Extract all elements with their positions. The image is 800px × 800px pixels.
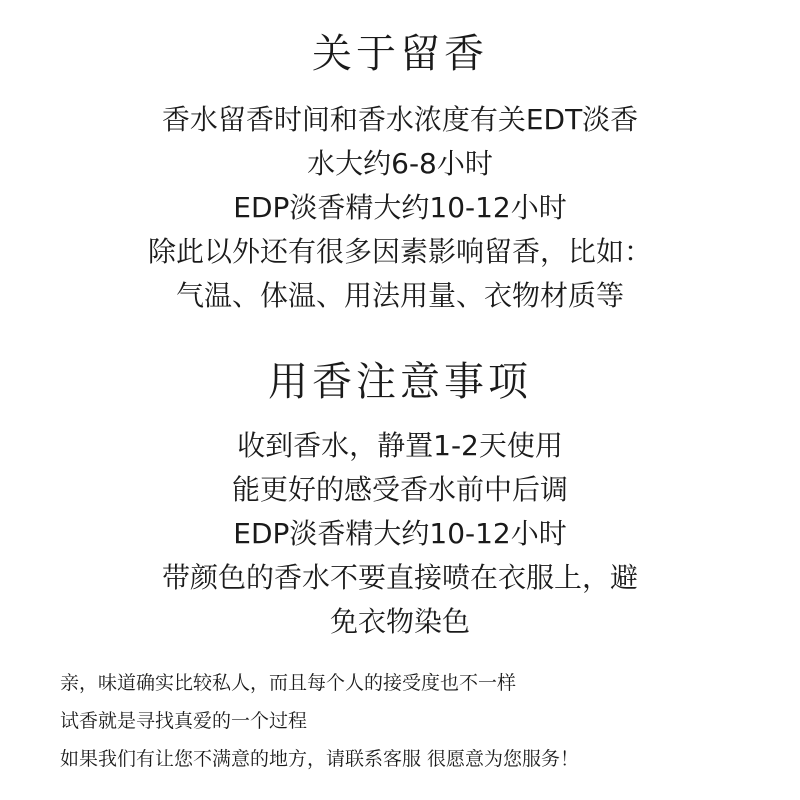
footer-message bbox=[60, 664, 579, 778]
usage-notes-text bbox=[0, 424, 800, 644]
about-line: 气温、体温、用法用量、衣物材质等 bbox=[175, 279, 624, 312]
footer-line: 试香就是寻找真爱的一个过程 bbox=[60, 710, 308, 732]
footer-line: 亲，味道确实比较私人，而且每个人的接受度也不一样 bbox=[60, 672, 517, 694]
usage-note-line: 能更好的感受香水前中后调 bbox=[231, 473, 568, 506]
about-section bbox=[0, 32, 800, 318]
usage-notes-heading: 用香注意事项 bbox=[268, 359, 532, 405]
about-line: 除此以外还有很多因素影响留香，比如： bbox=[147, 235, 652, 268]
usage-note-line: EDP淡香精大约10-12小时 bbox=[233, 517, 567, 550]
about-line: 水大约6-8小时 bbox=[307, 147, 493, 180]
usage-note-line: 免衣物染色 bbox=[329, 605, 470, 638]
about-text bbox=[0, 98, 800, 318]
usage-note-line: 带颜色的香水不要直接喷在衣服上，避 bbox=[161, 561, 638, 594]
footer-line: 如果我们有让您不满意的地方，请联系客服 很愿意为您服务！ bbox=[60, 748, 580, 770]
about-line: EDP淡香精大约10-12小时 bbox=[233, 191, 567, 224]
about-line: 香水留香时间和香水浓度有关EDT淡香 bbox=[161, 103, 639, 136]
about-heading: 关于留香 bbox=[312, 31, 488, 77]
usage-note-line: 收到香水，静置1-2天使用 bbox=[237, 429, 563, 462]
usage-notes-section bbox=[0, 360, 800, 644]
